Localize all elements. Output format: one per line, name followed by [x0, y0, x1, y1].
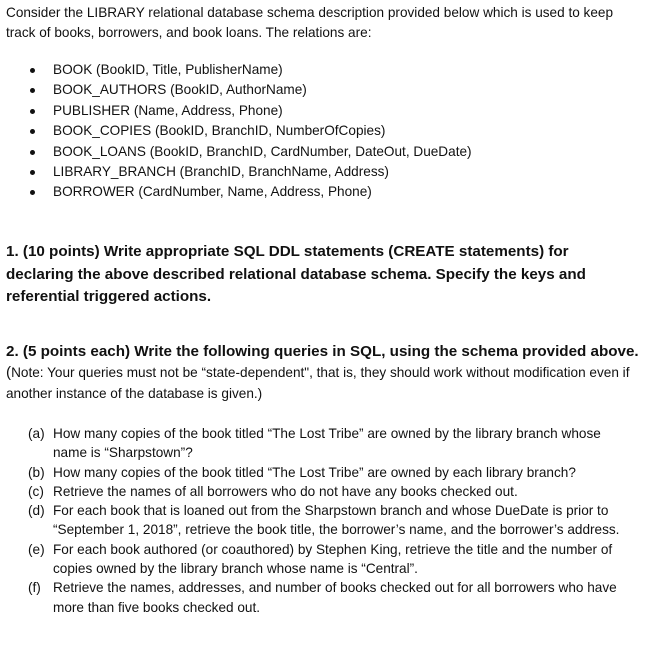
- query-text: Retrieve the names, addresses, and number of books checked out for all borrowers who have more than five books checked out.: [53, 580, 617, 615]
- query-label: (a): [28, 426, 45, 441]
- query-text: How many copies of the book titled “The Lost Tribe” are owned by the library branch whose name is “Sharpstown”?: [53, 426, 601, 461]
- query-item: [28, 501, 638, 540]
- intro-paragraph: Consider the LIBRARY relational database schema description provided below which is used to keep track of books, borrowers, and book loans. The relations are:: [6, 5, 614, 40]
- query-item: [28, 463, 638, 482]
- query-item: [28, 424, 638, 463]
- query-text: For each book that is loaned out from the Sharpstown branch and whose DueDate is prior to “September 1, 2018”, retrieve the book title, the borrower’s name, and the borrower’s address.: [53, 503, 620, 538]
- question-1: 1. (10 points) Write appropriate SQL DDL statements (CREATE statements) for declaring the above described relational database schema. Specify the keys and referential triggered actions.: [6, 243, 586, 305]
- query-label: (f): [28, 580, 41, 596]
- query-text: How many copies of the book titled “The Lost Tribe” are owned by each library branch?: [53, 464, 576, 480]
- relations-list: [30, 60, 472, 203]
- relation-item: PUBLISHER (Name, Address, Phone): [30, 101, 472, 121]
- query-label: (c): [28, 483, 44, 499]
- relation-item: BORROWER (CardNumber, Name, Address, Phone): [30, 182, 472, 202]
- relation-item: BOOK_AUTHORS (BookID, AuthorName): [30, 80, 472, 100]
- relation-item: BOOK (BookID, Title, PublisherName): [30, 60, 472, 80]
- question-2: [6, 341, 642, 404]
- query-label: (d): [28, 503, 45, 519]
- query-item: [28, 578, 638, 617]
- question-2-note: Note: Your queries must not be “state-dependent", that is, they should work without modification even if another instance of the database is given.): [6, 365, 630, 401]
- query-item: [28, 482, 638, 501]
- question-2-note-paren: (: [6, 364, 12, 381]
- query-label: (e): [28, 541, 45, 557]
- queries-list: [28, 424, 638, 617]
- query-item: [28, 540, 638, 579]
- relation-item: LIBRARY_BRANCH (BranchID, BranchName, Address): [30, 162, 472, 182]
- query-label: (b): [28, 464, 45, 480]
- query-text: For each book authored (or coauthored) by Stephen King, retrieve the title and the number of copies owned by the library branch whose name is “Central”.: [53, 541, 613, 577]
- question-2-heading: 2. (5 points each) Write the following queries in SQL, using the schema provided above.: [6, 343, 639, 360]
- relation-item: BOOK_LOANS (BookID, BranchID, CardNumber, DateOut, DueDate): [30, 142, 472, 162]
- query-text: Retrieve the names of all borrowers who do not have any books checked out.: [53, 483, 518, 499]
- relation-item: BOOK_COPIES (BookID, BranchID, NumberOfCopies): [30, 121, 472, 141]
